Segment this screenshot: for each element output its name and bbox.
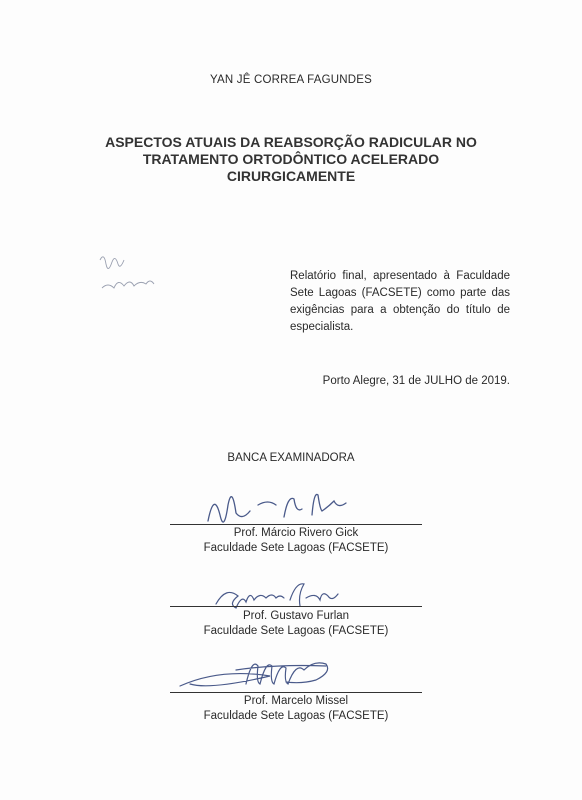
handwritten-margin-note	[96, 250, 166, 300]
examiner-3-name: Prof. Marcelo Missel	[243, 695, 349, 707]
examiner-1-institution: Faculdade Sete Lagoas (FACSETE)	[203, 542, 389, 554]
signature-line-2	[170, 606, 422, 607]
author-name: YAN JÊ CORREA FAGUNDES	[209, 74, 373, 86]
place-and-date: Porto Alegre, 31 de JULHO de 2019.	[322, 375, 510, 387]
report-description: Relatório final, apresentado à Faculdade Sete Lagoas (FACSETE) como parte das exigências para a obtenção do título de especialista.	[290, 270, 510, 333]
thesis-title: ASPECTOS ATUAIS DA REABSORÇÃO RADICULAR NO TRATAMENTO ORTODÔNTICO ACELERADO CIRURGICAMENTE	[105, 134, 477, 184]
signature-line-1	[170, 524, 422, 525]
examiner-2-name: Prof. Gustavo Furlan	[242, 610, 350, 622]
committee-heading: BANCA EXAMINADORA	[227, 452, 355, 464]
signature-line-3	[170, 692, 422, 693]
examiner-2-institution: Faculdade Sete Lagoas (FACSETE)	[203, 625, 389, 637]
signature-1	[200, 487, 370, 527]
examiner-3-institution: Faculdade Sete Lagoas (FACSETE)	[203, 710, 389, 722]
examiner-1-name: Prof. Márcio Rivero Gick	[233, 527, 359, 539]
signature-3	[176, 656, 366, 696]
